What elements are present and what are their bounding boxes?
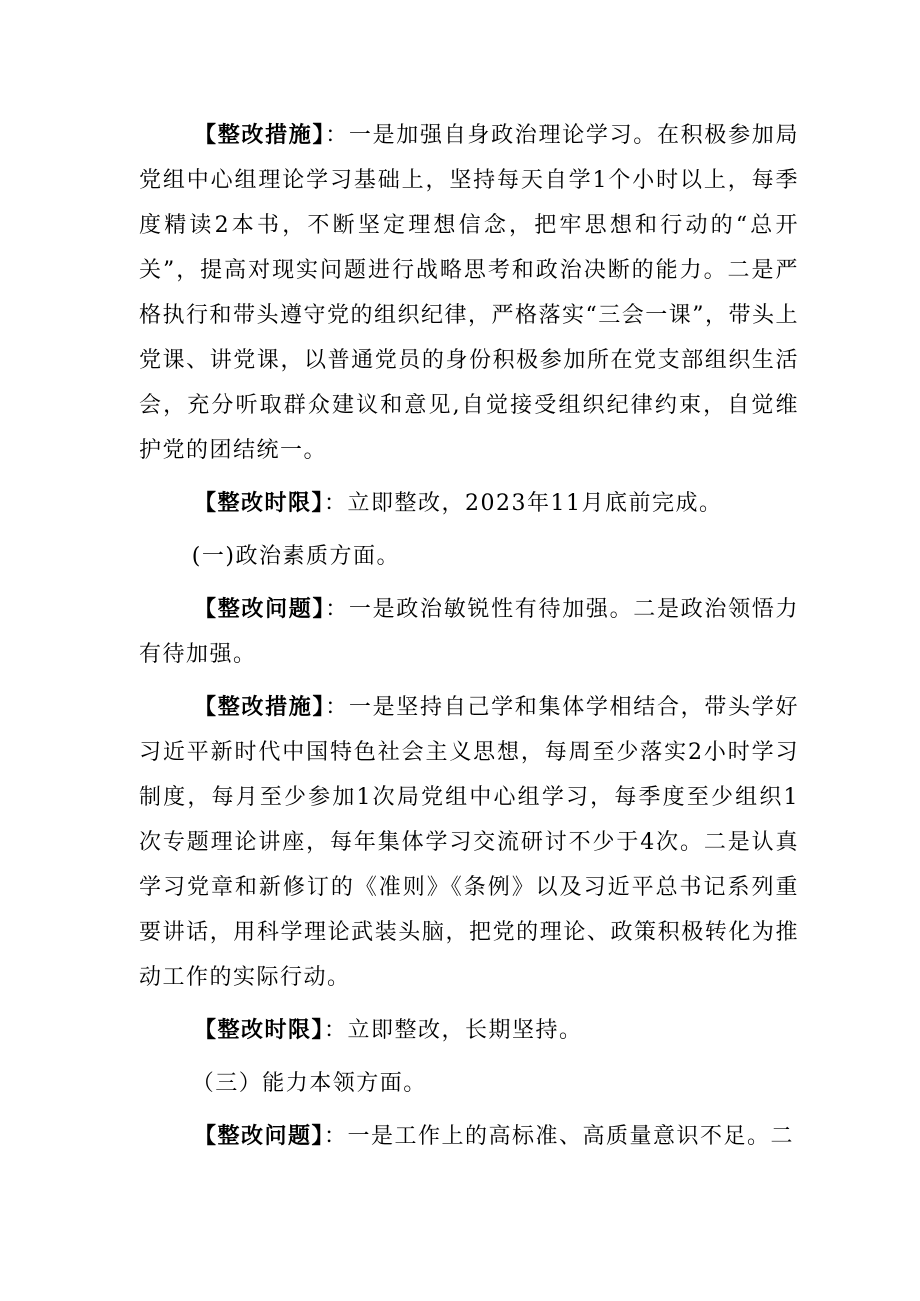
paragraph-deadline-1: [139, 481, 799, 526]
section-label: 【整改措施】: [194, 122, 326, 148]
section-label: 【整改措施】: [194, 694, 326, 720]
paragraph-text: ：一是工作上的高标准、高质量意识不足。二: [324, 1124, 795, 1149]
paragraph-deadline-2: [139, 1008, 799, 1053]
paragraph-text: ：一是政治敏锐性有待加强。二是政治领悟力有待加强。: [139, 597, 799, 667]
document-body: [139, 113, 799, 1159]
section-label: 【整改问题】: [194, 596, 326, 622]
heading-text: （三）能力本领方面。: [191, 1071, 427, 1096]
paragraph-text: ：立即整改，2023年11月底前完成。: [324, 491, 723, 516]
section-label: 【整改时限】: [194, 490, 325, 516]
heading-text: (一)政治素质方面。: [191, 544, 400, 569]
section-heading-capability: [139, 1061, 799, 1106]
section-heading-political-quality: [139, 534, 799, 579]
paragraph-text: ：立即整改，长期坚持。: [324, 1018, 583, 1043]
section-label: 【整改时限】: [194, 1017, 325, 1043]
paragraph-text: ：一是坚持自己学和集体学相结合，带头学好习近平新时代中国特色社会主义思想，每周至少落实2小时学习制度，每月至少参加1次局党组中心组学习，每季度至少组织1次专题理论讲座，每年集体学习交流研讨不少于4次。二是认真学习党章和新修订的《准则》《条例》以及习近平总书记系列重要讲话，用科学理论武装头脑，把党的理论、政策积极转化为推动工作的实际行动。: [139, 695, 799, 990]
paragraph-problem-2: [139, 1114, 799, 1159]
paragraph-measures-1: [139, 113, 799, 473]
section-label: 【整改问题】: [194, 1123, 325, 1149]
paragraph-measures-2: [139, 685, 799, 1000]
paragraph-text: ：一是加强自身政治理论学习。在积极参加局党组中心组理论学习基础上，坚持每天自学1个小时以上，每季度精读2本书，不断坚定理想信念，把牢思想和行动的“总开关”，提高对现实问题进行战略思考和政治决断的能力。二是严格执行和带头遵守党的组织纪律，严格落实“三会一课”，带头上党课、讲党课，以普通党员的身份积极参加所在党支部组织生活会，充分听取群众建议和意见,自觉接受组织纪律约束，自觉维护党的团结统一。: [139, 123, 799, 463]
paragraph-problem-1: [139, 587, 799, 677]
